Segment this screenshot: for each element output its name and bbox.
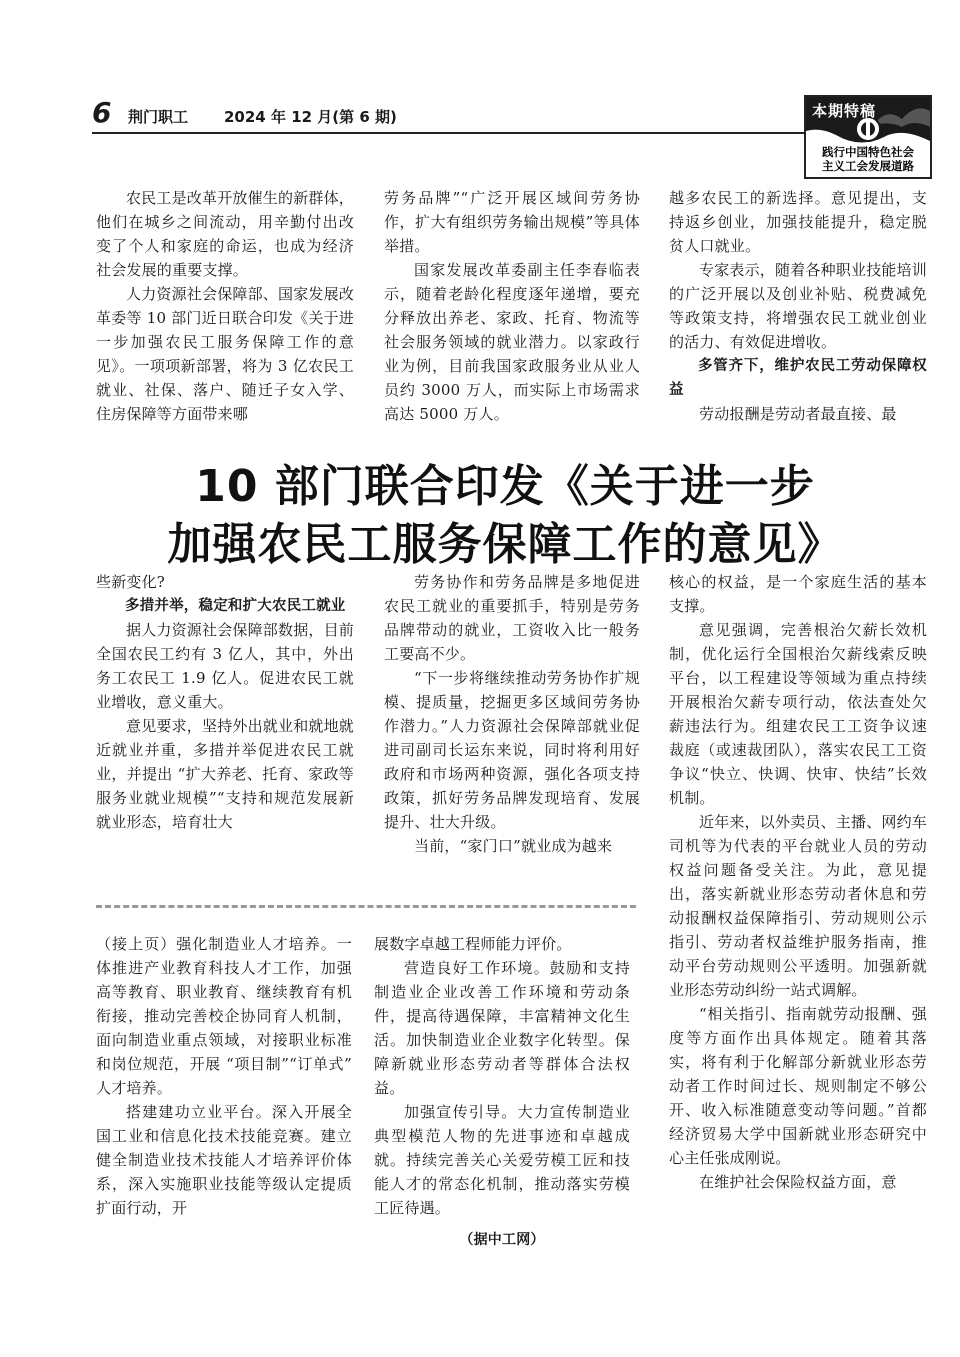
paragraph: （接上页）强化制造业人才培养。一体推进产业教育科技人才工作，加强高等教育、职业教育、继续教育有机衔接，推动完善校企协同育人机制，面向制造业重点领域，对接职业标准和岗位规范，开展 “项目制”“订单式” 人才培养。 — [96, 935, 352, 1097]
top-column-2 — [384, 186, 640, 426]
page-header — [92, 98, 812, 132]
paragraph: 国家发展改革委副主任李春临表示，随着老龄化程度逐年递增，要充分释放出养老、家政、托育、物流等社会服务领域的就业潜力。以家政行业为例，目前我国家政服务业从业人员约 3000 万人，而实际上市场需求高达 5000 万人。 — [384, 261, 640, 423]
paragraph: 劳务品牌”“广泛开展区域间劳务协作，扩大有组织劳务输出规模”等具体举措。 — [384, 189, 640, 255]
headline-line-2: 加强农民工服务保障工作的意见》 — [167, 519, 843, 570]
paragraph: “下一步将继续推动劳务协作扩规模、提质量，挖掘更多区域间劳务协作潜力。”人力资源社会保障部就业促进司副司长运东来说，同时将利用好政府和市场两种资源，强化各项支持政策，抓好劳务品牌发现培育、发展提升、壮大升级。 — [384, 669, 640, 831]
paragraph: 农民工是改革开放催生的新群体，他们在城乡之间流动，用辛勤付出改变了个人和家庭的命运，也成为经济社会发展的重要支撑。 — [96, 189, 355, 279]
paragraph: 核心的权益，是一个家庭生活的基本支撑。 — [669, 573, 927, 615]
feature-badge — [804, 95, 932, 179]
section-divider — [96, 905, 636, 908]
headline — [90, 458, 920, 574]
paragraph: 当前，“家门口”就业成为越来 — [414, 837, 613, 855]
source-credit: （据中工网） — [459, 1232, 545, 1248]
top-column-1 — [96, 186, 354, 426]
paragraph: 营造良好工作环境。鼓励和支持制造业企业改善工作环境和劳动条件，提高待遇保障，丰富精神文化生活。加快制造业企业数字化转型。保障新就业形态劳动者等群体合法权益。 — [374, 959, 630, 1097]
paragraph: 越多农民工的新选择。意见提出，支持返乡创业，加强技能提升，稳定脱贫人口就业。 — [669, 189, 927, 255]
middle-column-1 — [96, 570, 354, 834]
subheading: 多管齐下，维护农民工劳动保障权益 — [669, 358, 927, 398]
page-number: 6 — [92, 96, 112, 129]
paragraph: 意见强调，完善根治欠薪长效机制，优化运行全国根治欠薪线索反映平台，以工程建设等领域为重点持续开展根治欠薪专项行动，依法查处欠薪违法行为。组建农民工工资争议速裁庭（或速裁团队），落实农民工工资争议“快立、快调、快审、快结”长效机制。 — [669, 621, 927, 807]
top-column-3 — [669, 186, 927, 426]
paragraph: 劳动报酬是劳动者最直接、最 — [699, 405, 897, 423]
badge-title: 本期特稿 — [812, 102, 877, 120]
badge-line-1: 践行中国特色社会 — [822, 145, 914, 159]
paragraph: 专家表示，随着各种职业技能培训的广泛开展以及创业补贴、税费减免等政策支持，将增强农民工就业创业的活力、有效促进增收。 — [669, 261, 928, 351]
paragraph: 据人力资源社会保障部数据，目前全国农民工约有 3 亿人，其中，外出务工农民工 1.9 亿人。促进农民工就业增收，意义重大。 — [96, 621, 355, 711]
paper-name: 荆门职工 — [128, 108, 189, 126]
paragraph: 劳务协作和劳务品牌是多地促进农民工就业的重要抓手，特别是劳务品牌带动的就业，工资收入比一般务工要高不少。 — [384, 573, 640, 663]
paragraph: 在维护社会保险权益方面，意 — [699, 1173, 897, 1191]
paragraph: “相关指引、指南就劳动报酬、强度等方面作出具体规定。随着其落实，将有利于化解部分新就业形态劳动者工作时间过长、规则制定不够公开、收入标准随意变动等问题。”首都经济贸易大学中国新就业形态研究中心主任张成刚说。 — [669, 1005, 927, 1167]
issue-date: 2024 年 12 月(第 6 期) — [224, 108, 397, 126]
paragraph: 意见要求，坚持外出就业和就地就近就业并重，多措并举促进农民工就业，并提出 “扩大养老、托育、家政等服务业就业规模”“支持和规范发展新就业形态，培育壮大 — [96, 717, 355, 831]
bottom-column-1 — [96, 932, 352, 1220]
paragraph: 展数字卓越工程师能力评价。 — [374, 935, 572, 953]
paragraph: 搭建建功立业平台。深入开展全国工业和信息化技术技能竞赛。建立健全制造业技术技能人才培养评价体系，深入实施职业技能等级认定提质扩面行动，开 — [96, 1103, 352, 1217]
badge-line-2: 主义工会发展道路 — [822, 159, 914, 173]
paragraph: 近年来，以外卖员、主播、网约车司机等为代表的平台就业人员的劳动权益问题备受关注。为此，意见提出，落实新就业形态劳动者休息和劳动报酬权益保障指引、劳动规则公示指引、劳动者权益维护服务指南，推动平台劳动规则公平透明。加强新就业形态劳动纠纷一站式调解。 — [669, 813, 928, 999]
paragraph: 人力资源社会保障部、国家发展改革委等 10 部门近日联合印发《关于进一步加强农民工服务保障工作的意见》。一项项新部署，将为 3 亿农民工就业、社保、落户、随迁子女入学、住房保障等方面带来哪 — [96, 285, 355, 423]
header-rule — [92, 132, 804, 134]
right-column — [669, 570, 927, 1194]
paragraph: 加强宣传引导。大力宣传制造业典型模范人物的先进事迹和卓越成就。持续完善关心关爱劳模工匠和技能人才的常态化机制，推动落实劳模工匠待遇。 — [374, 1103, 630, 1217]
subheading: 多措并举，稳定和扩大农民工就业 — [125, 598, 346, 614]
middle-column-2 — [384, 570, 640, 858]
paragraph: 些新变化? — [96, 573, 166, 591]
headline-line-1: 10 部门联合印发《关于进一步 — [195, 461, 815, 512]
bottom-column-2 — [374, 932, 630, 1252]
